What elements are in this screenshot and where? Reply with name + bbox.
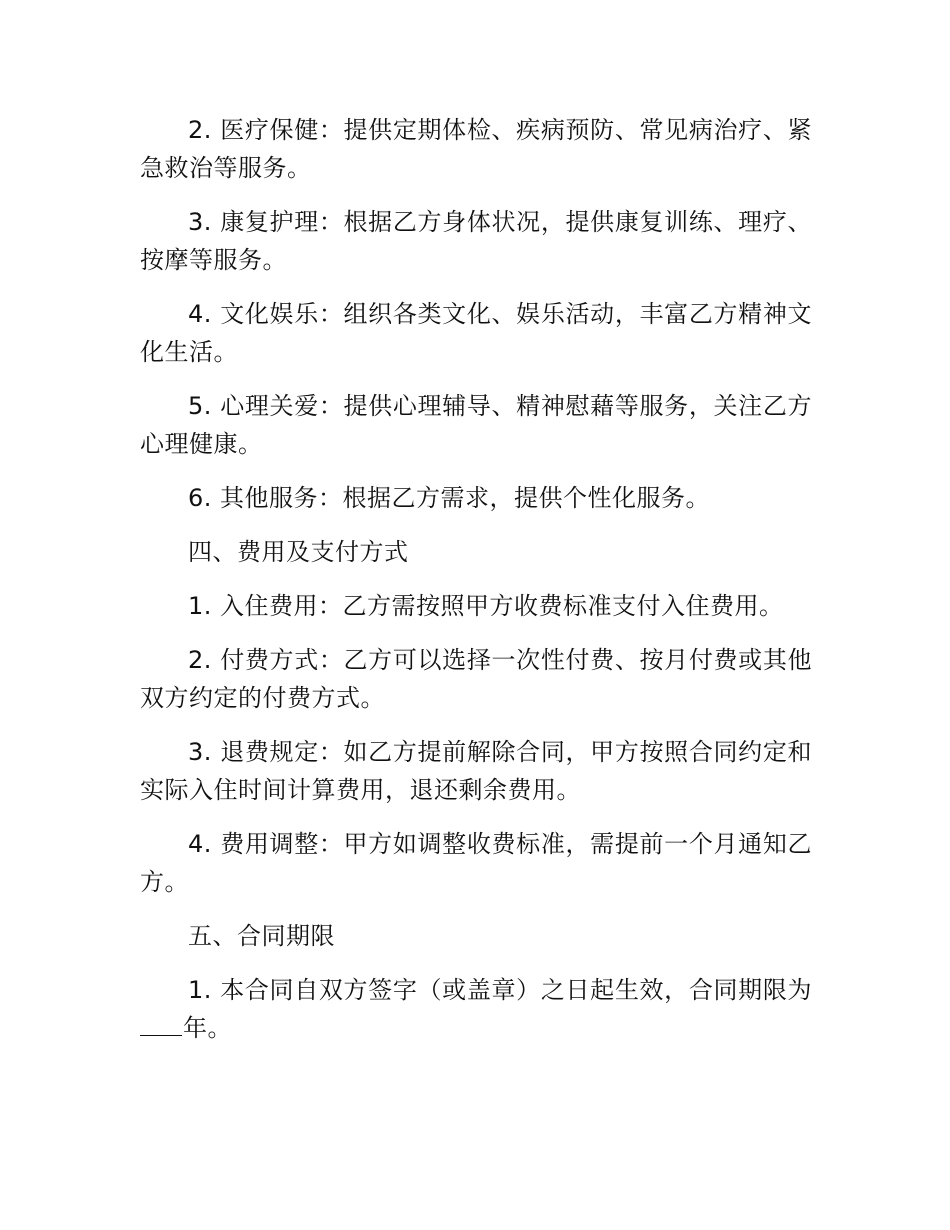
- paragraph-other-services: 6. 其他服务：根据乙方需求，提供个性化服务。: [188, 484, 711, 512]
- document-body: [140, 111, 812, 1063]
- paragraph-culture-entertainment: 4. 文化娱乐：组织各类文化、娱乐活动，丰富乙方精神文化生活。: [140, 300, 812, 366]
- paragraph-psychological-care: 5. 心理关爱：提供心理辅导、精神慰藉等服务，关注乙方心理健康。: [140, 392, 812, 458]
- paragraph-rehab-care: 3. 康复护理：根据乙方身体状况，提供康复训练、理疗、按摩等服务。: [140, 208, 812, 274]
- paragraph-payment-method: 2. 付费方式：乙方可以选择一次性付费、按月付费或其他双方约定的付费方式。: [140, 646, 812, 712]
- section-heading-contract-term: 五、合同期限: [188, 922, 335, 950]
- paragraph-medical-care: 2. 医疗保健：提供定期体检、疾病预防、常见病治疗、紧急救治等服务。: [140, 116, 812, 182]
- section-heading-fees: 四、费用及支付方式: [188, 538, 409, 566]
- paragraph-refund-rules: 3. 退费规定：如乙方提前解除合同，甲方按照合同约定和实际入住时间计算费用，退还剩余费用。: [140, 738, 812, 804]
- contract-duration-suffix: 年。: [183, 1014, 232, 1042]
- paragraph-contract-duration: [140, 971, 812, 1047]
- blank-fill-line: [140, 1009, 182, 1036]
- contract-duration-text: 1. 本合同自双方签字（或盖章）之日起生效，合同期限为: [188, 976, 812, 1004]
- paragraph-fee-adjustment: 4. 费用调整：甲方如调整收费标准，需提前一个月通知乙方。: [140, 830, 812, 896]
- paragraph-admission-fee: 1. 入住费用：乙方需按照甲方收费标准支付入住费用。: [188, 592, 784, 620]
